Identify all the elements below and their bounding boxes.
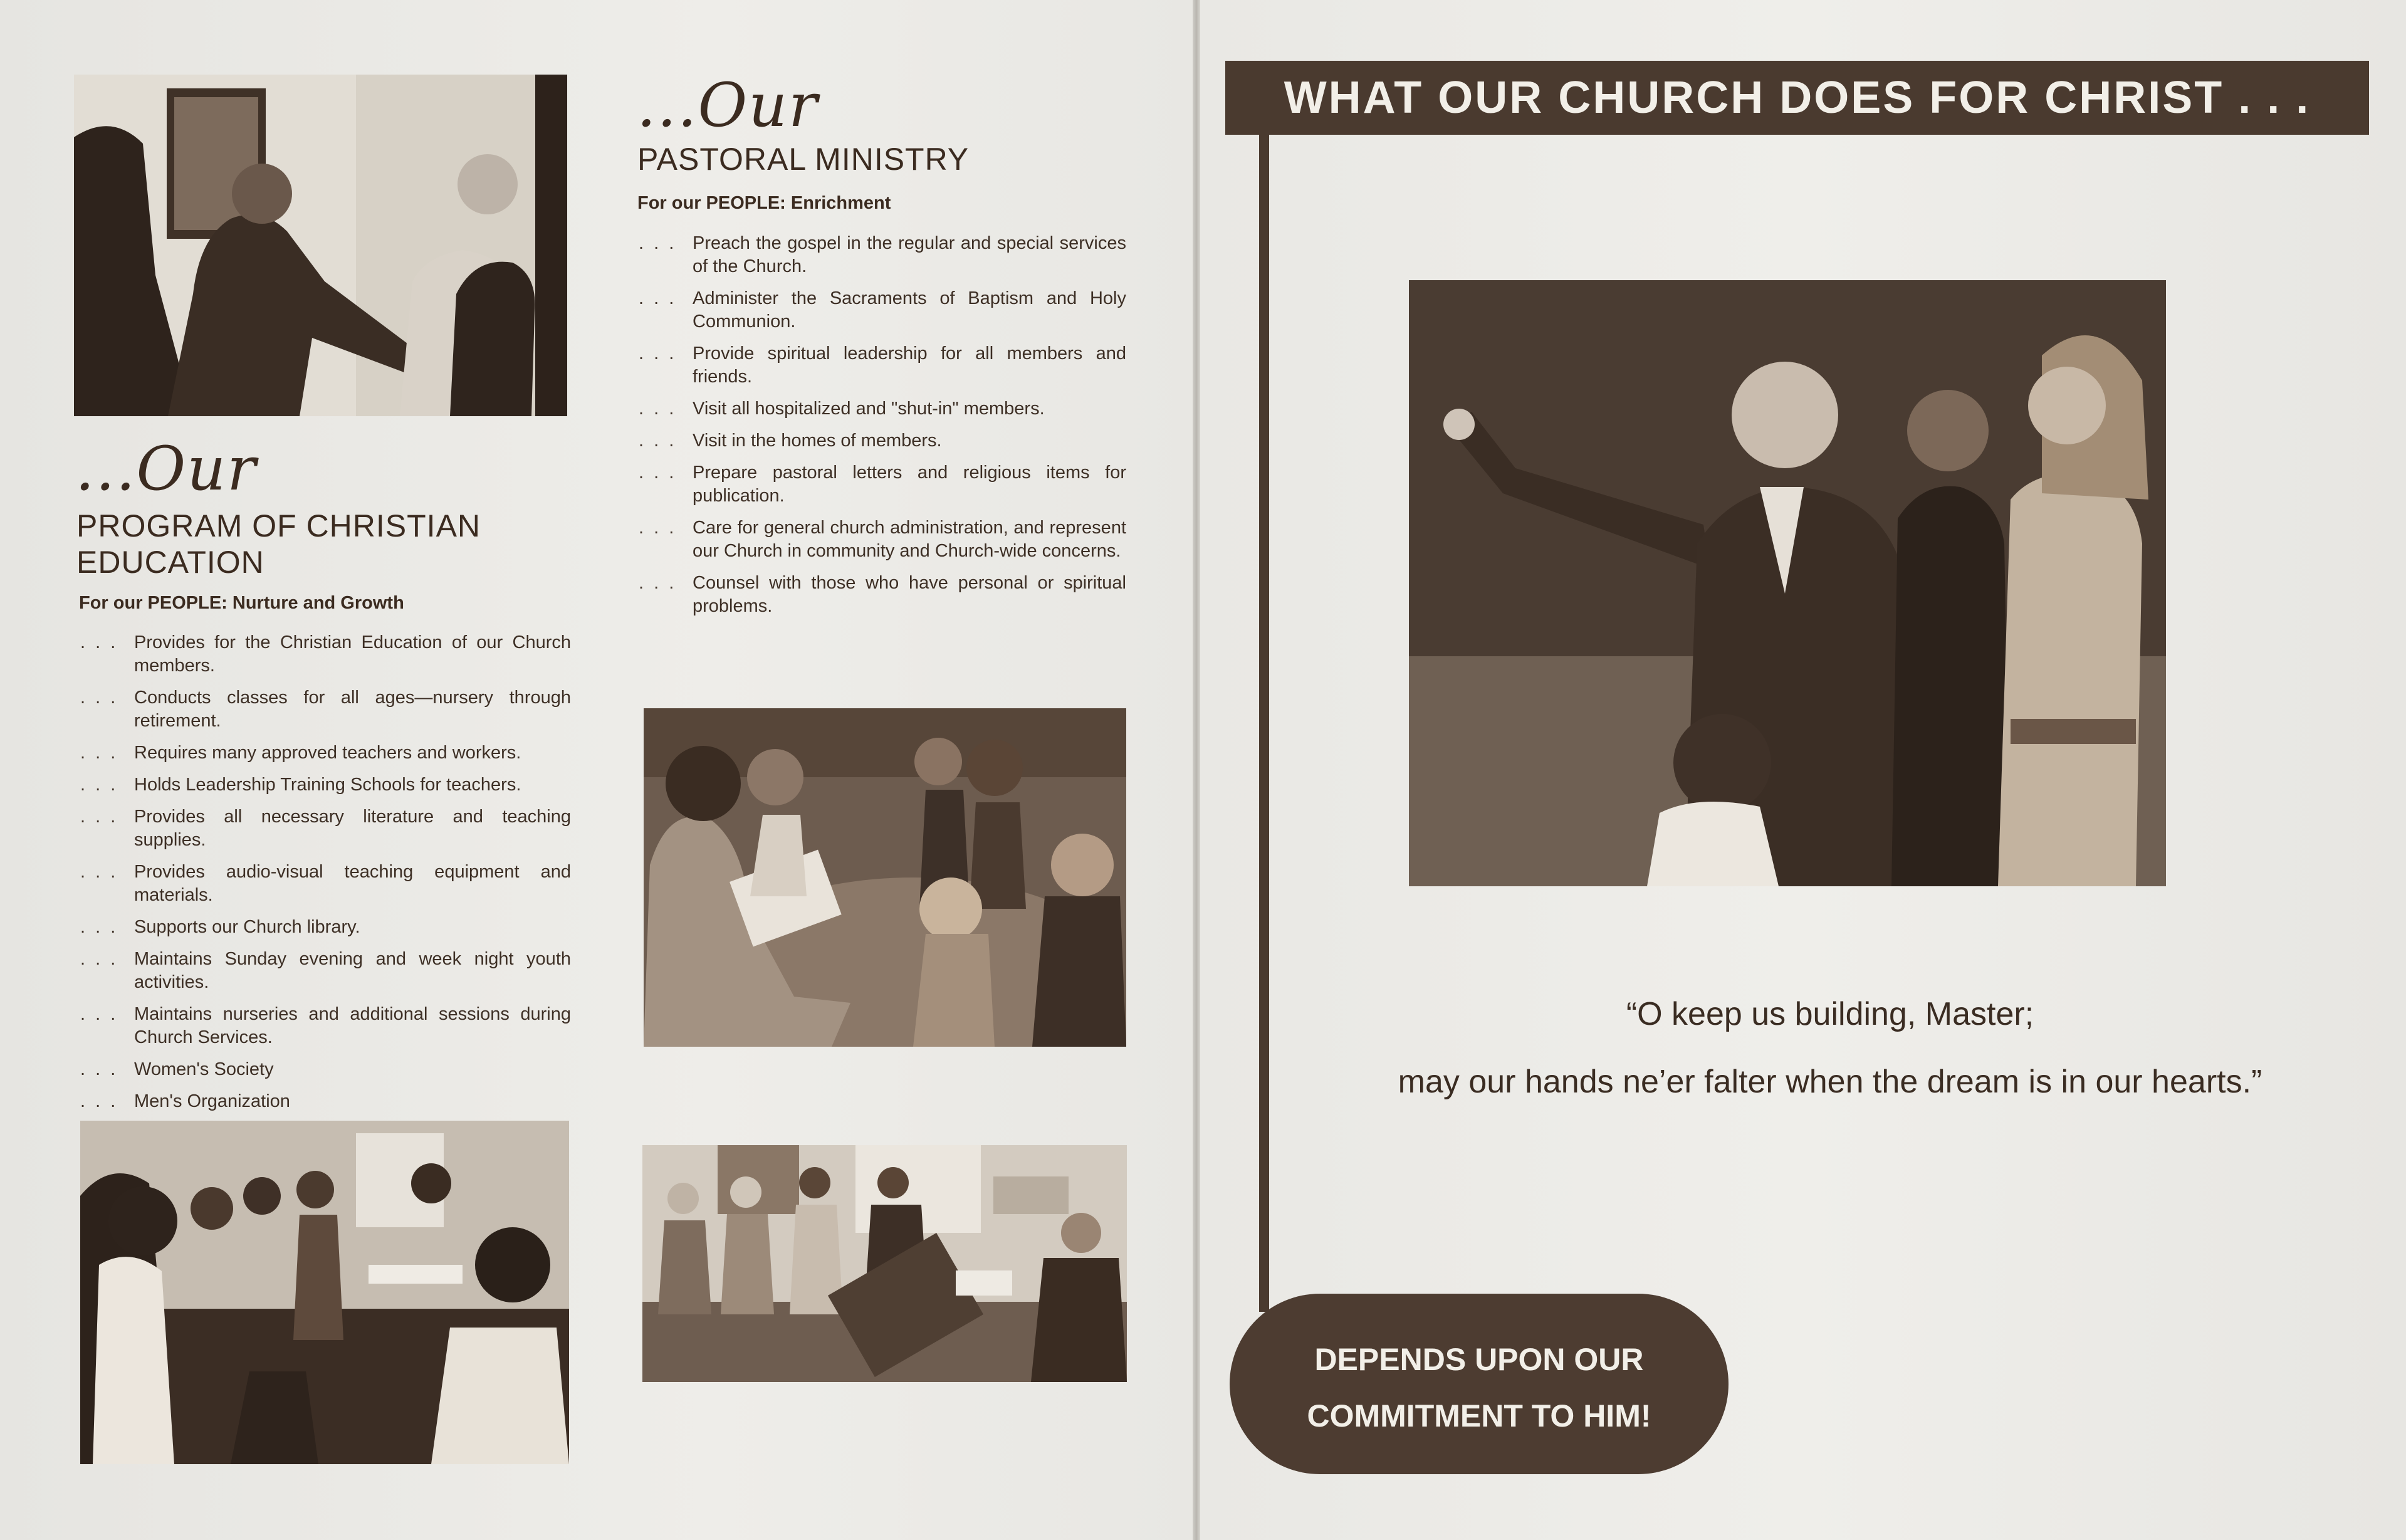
pastoral-title: PASTORAL MINISTRY — [637, 142, 970, 177]
bullet-dots: . . . — [639, 233, 677, 253]
education-list — [80, 631, 571, 1122]
bullet-dots: . . . — [639, 288, 677, 308]
list-item-text: Maintains Sunday evening and week night youth activities. — [134, 949, 571, 992]
list-item — [639, 287, 1126, 333]
bullet-dots: . . . — [639, 431, 677, 451]
list-item — [639, 516, 1126, 563]
list-item-text: Counsel with those who have personal or spiritual problems. — [693, 573, 1126, 616]
bullet-dots: . . . — [80, 1004, 118, 1024]
list-item — [80, 916, 571, 939]
bullet-dots: . . . — [80, 775, 118, 795]
list-item-text: Holds Leadership Training Schools for teachers. — [134, 775, 521, 795]
list-item — [80, 631, 571, 678]
bullet-dots: . . . — [639, 463, 677, 483]
list-item-text: Visit in the homes of members. — [693, 431, 942, 451]
bullet-dots: . . . — [639, 343, 677, 364]
list-item — [639, 572, 1126, 618]
list-item — [80, 1058, 571, 1081]
list-item-text: Administer the Sacraments of Baptism and Holy Communion. — [693, 288, 1126, 332]
list-item — [80, 741, 571, 765]
pill-line-2: COMMITMENT TO HIM! — [1307, 1398, 1651, 1433]
bullet-dots: . . . — [80, 917, 118, 937]
quote-line-2: may our hands ne’er falter when the dream is in our hearts.” — [1398, 1064, 2262, 1100]
education-title-line1: PROGRAM OF CHRISTIAN — [76, 508, 481, 543]
list-item — [639, 342, 1126, 389]
bullet-dots: . . . — [80, 1059, 118, 1079]
photo-storytime — [644, 708, 1126, 1047]
list-item-text: Preach the gospel in the regular and special services of the Church. — [693, 233, 1126, 276]
bullet-dots: . . . — [80, 862, 118, 882]
list-item-text: Conducts classes for all ages—nursery through retirement. — [134, 688, 571, 731]
bullet-dots: . . . — [639, 399, 677, 419]
list-item-text: Supports our Church library. — [134, 917, 360, 937]
bullet-dots: . . . — [80, 807, 118, 827]
list-item-text: Provides audio-visual teaching equipment and materials. — [134, 862, 571, 905]
list-item — [639, 397, 1126, 421]
list-item-text: Prepare pastoral letters and religious items for publication. — [693, 463, 1126, 506]
pill-line-1: DEPENDS UPON OUR — [1314, 1342, 1644, 1377]
list-item — [80, 861, 571, 907]
page-banner: WHAT OUR CHURCH DOES FOR CHRIST . . . — [1225, 61, 2369, 135]
vertical-rule — [1259, 135, 1269, 1312]
list-item-text: Visit all hospitalized and "shut-in" members. — [693, 399, 1045, 419]
bullet-dots: . . . — [639, 518, 677, 538]
list-item — [80, 773, 571, 797]
bullet-dots: . . . — [80, 743, 118, 763]
quote-line-1: “O keep us building, Master; — [1626, 996, 2034, 1032]
list-item — [80, 1003, 571, 1049]
list-item — [639, 232, 1126, 278]
commitment-pill — [1230, 1294, 1729, 1474]
list-item — [80, 948, 571, 994]
list-item-text: Maintains nurseries and additional sessions during Church Services. — [134, 1004, 571, 1047]
list-item-text: Men's Organization — [134, 1091, 290, 1111]
bullet-dots: . . . — [80, 1091, 118, 1111]
list-item — [80, 805, 571, 852]
list-item-text: Provides for the Christian Education of our Church members. — [134, 632, 571, 676]
bullet-dots: . . . — [80, 949, 118, 969]
page-fold — [1193, 0, 1200, 1540]
list-item — [80, 686, 571, 733]
list-item-text: Women's Society — [134, 1059, 274, 1079]
bullet-dots: . . . — [639, 573, 677, 593]
pastoral-script-heading: ...Our — [637, 70, 819, 140]
pastoral-list — [639, 232, 1126, 627]
photo-family — [1409, 280, 2166, 886]
list-item-text: Requires many approved teachers and workers. — [134, 743, 521, 763]
bullet-dots: . . . — [80, 688, 118, 708]
photo-youth-group — [80, 1121, 569, 1464]
pastoral-subtitle: For our PEOPLE: Enrichment — [637, 193, 891, 213]
list-item-text: Care for general church administration, and represent our Church in community and Church-wide concerns. — [693, 518, 1126, 561]
photo-adult-class — [642, 1145, 1127, 1382]
list-item-text: Provide spiritual leadership for all members and friends. — [693, 343, 1126, 387]
list-item — [80, 1090, 571, 1113]
list-item-text: Provides all necessary literature and teaching supplies. — [134, 807, 571, 850]
education-title-line2: EDUCATION — [76, 545, 264, 580]
education-script-heading: ...Our — [75, 434, 257, 504]
list-item — [639, 461, 1126, 508]
photo-handshake — [74, 75, 567, 416]
list-item — [639, 429, 1126, 453]
education-subtitle: For our PEOPLE: Nurture and Growth — [79, 593, 404, 613]
bullet-dots: . . . — [80, 632, 118, 652]
